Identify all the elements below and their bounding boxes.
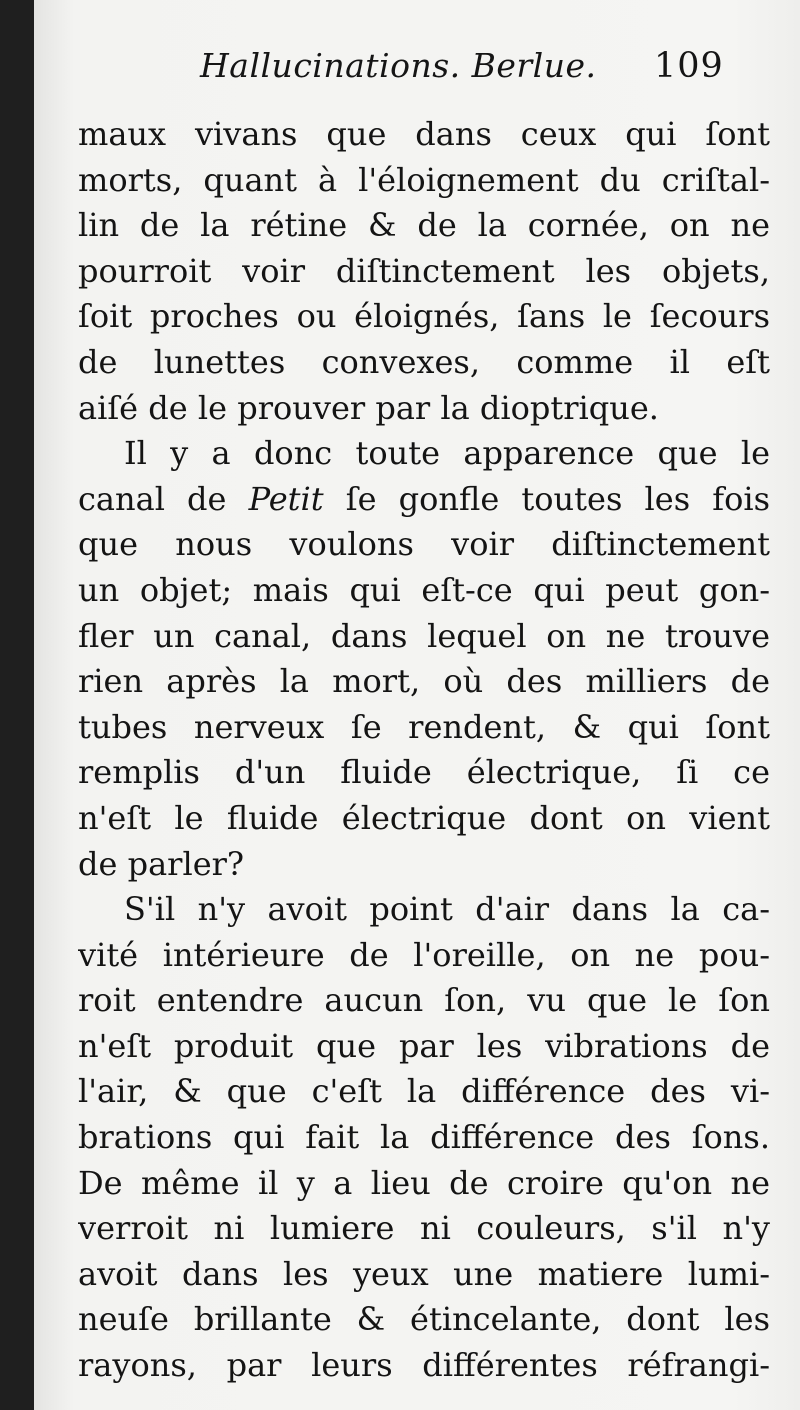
text-fragment: canal de bbox=[78, 479, 249, 518]
text-line: De même il y a lieu de croire qu'on ne bbox=[78, 1163, 770, 1202]
text-line: roit entendre aucun ſon, vu que le ſon bbox=[78, 981, 770, 1020]
text-line: de lunettes convexes, comme il eſt bbox=[78, 342, 770, 381]
text-line: tubes nerveux ſe rendent, & qui ſont bbox=[78, 707, 770, 746]
italic-name-petit: Petit bbox=[248, 479, 324, 518]
text-line: avoit dans les yeux une matiere lumi- bbox=[78, 1254, 770, 1293]
text-line: n'eſt le fluide électrique dont on vient bbox=[78, 798, 770, 837]
page-header bbox=[34, 46, 800, 106]
text-line: de parler? bbox=[78, 844, 245, 883]
paper-sheet bbox=[34, 0, 800, 1410]
page-number: 109 bbox=[654, 46, 724, 86]
text-line-with-italic bbox=[78, 477, 770, 523]
text-line: morts, quant à l'éloignement du criſtal- bbox=[78, 160, 770, 199]
text-line: un objet; mais qui eſt-ce qui peut gon- bbox=[78, 570, 770, 609]
text-line: remplis d'un fluide électrique, ſi ce bbox=[78, 753, 770, 792]
text-line: fler un canal, dans lequel on ne trouve bbox=[78, 616, 770, 655]
text-line: maux vivans que dans ceux qui ſont bbox=[78, 115, 770, 153]
paragraph-start-line: S'il n'y avoit point d'air dans la ca- bbox=[124, 890, 770, 929]
text-line: n'eſt produit que par les vibrations de bbox=[78, 1026, 770, 1065]
text-line: ſoit proches ou éloignés, ſans le ſecours bbox=[78, 297, 770, 336]
text-line: lin de la rétine & de la cornée, on ne bbox=[78, 206, 770, 245]
paragraph-start-line: Il y a donc toute apparence que le bbox=[124, 434, 770, 473]
text-line: rayons, par leurs différentes réfrangi- bbox=[78, 1346, 770, 1385]
text-line: brations qui fait la différence des ſons. bbox=[78, 1118, 770, 1157]
running-head: Hallucinations. Berlue. bbox=[200, 46, 597, 85]
text-line: neuſe brillante & étincelante, dont les bbox=[78, 1300, 770, 1339]
text-line: rien après la mort, où des milliers de bbox=[78, 662, 770, 701]
text-line: aiſé de le prouver par la dioptrique. bbox=[78, 388, 659, 427]
text-line: vité intérieure de l'oreille, on ne pou- bbox=[78, 935, 770, 974]
text-line: l'air, & que c'eſt la différence des vi- bbox=[78, 1072, 770, 1111]
text-fragment: ſe gonfle toutes les fois bbox=[323, 479, 770, 518]
text-line: que nous voulons voir diſtinctement bbox=[78, 525, 770, 564]
text-line: pourroit voir diſtinctement les objets, bbox=[78, 251, 770, 290]
text-line: verroit ni lumiere ni couleurs, s'il n'y bbox=[78, 1209, 770, 1248]
body-text bbox=[78, 112, 770, 1389]
